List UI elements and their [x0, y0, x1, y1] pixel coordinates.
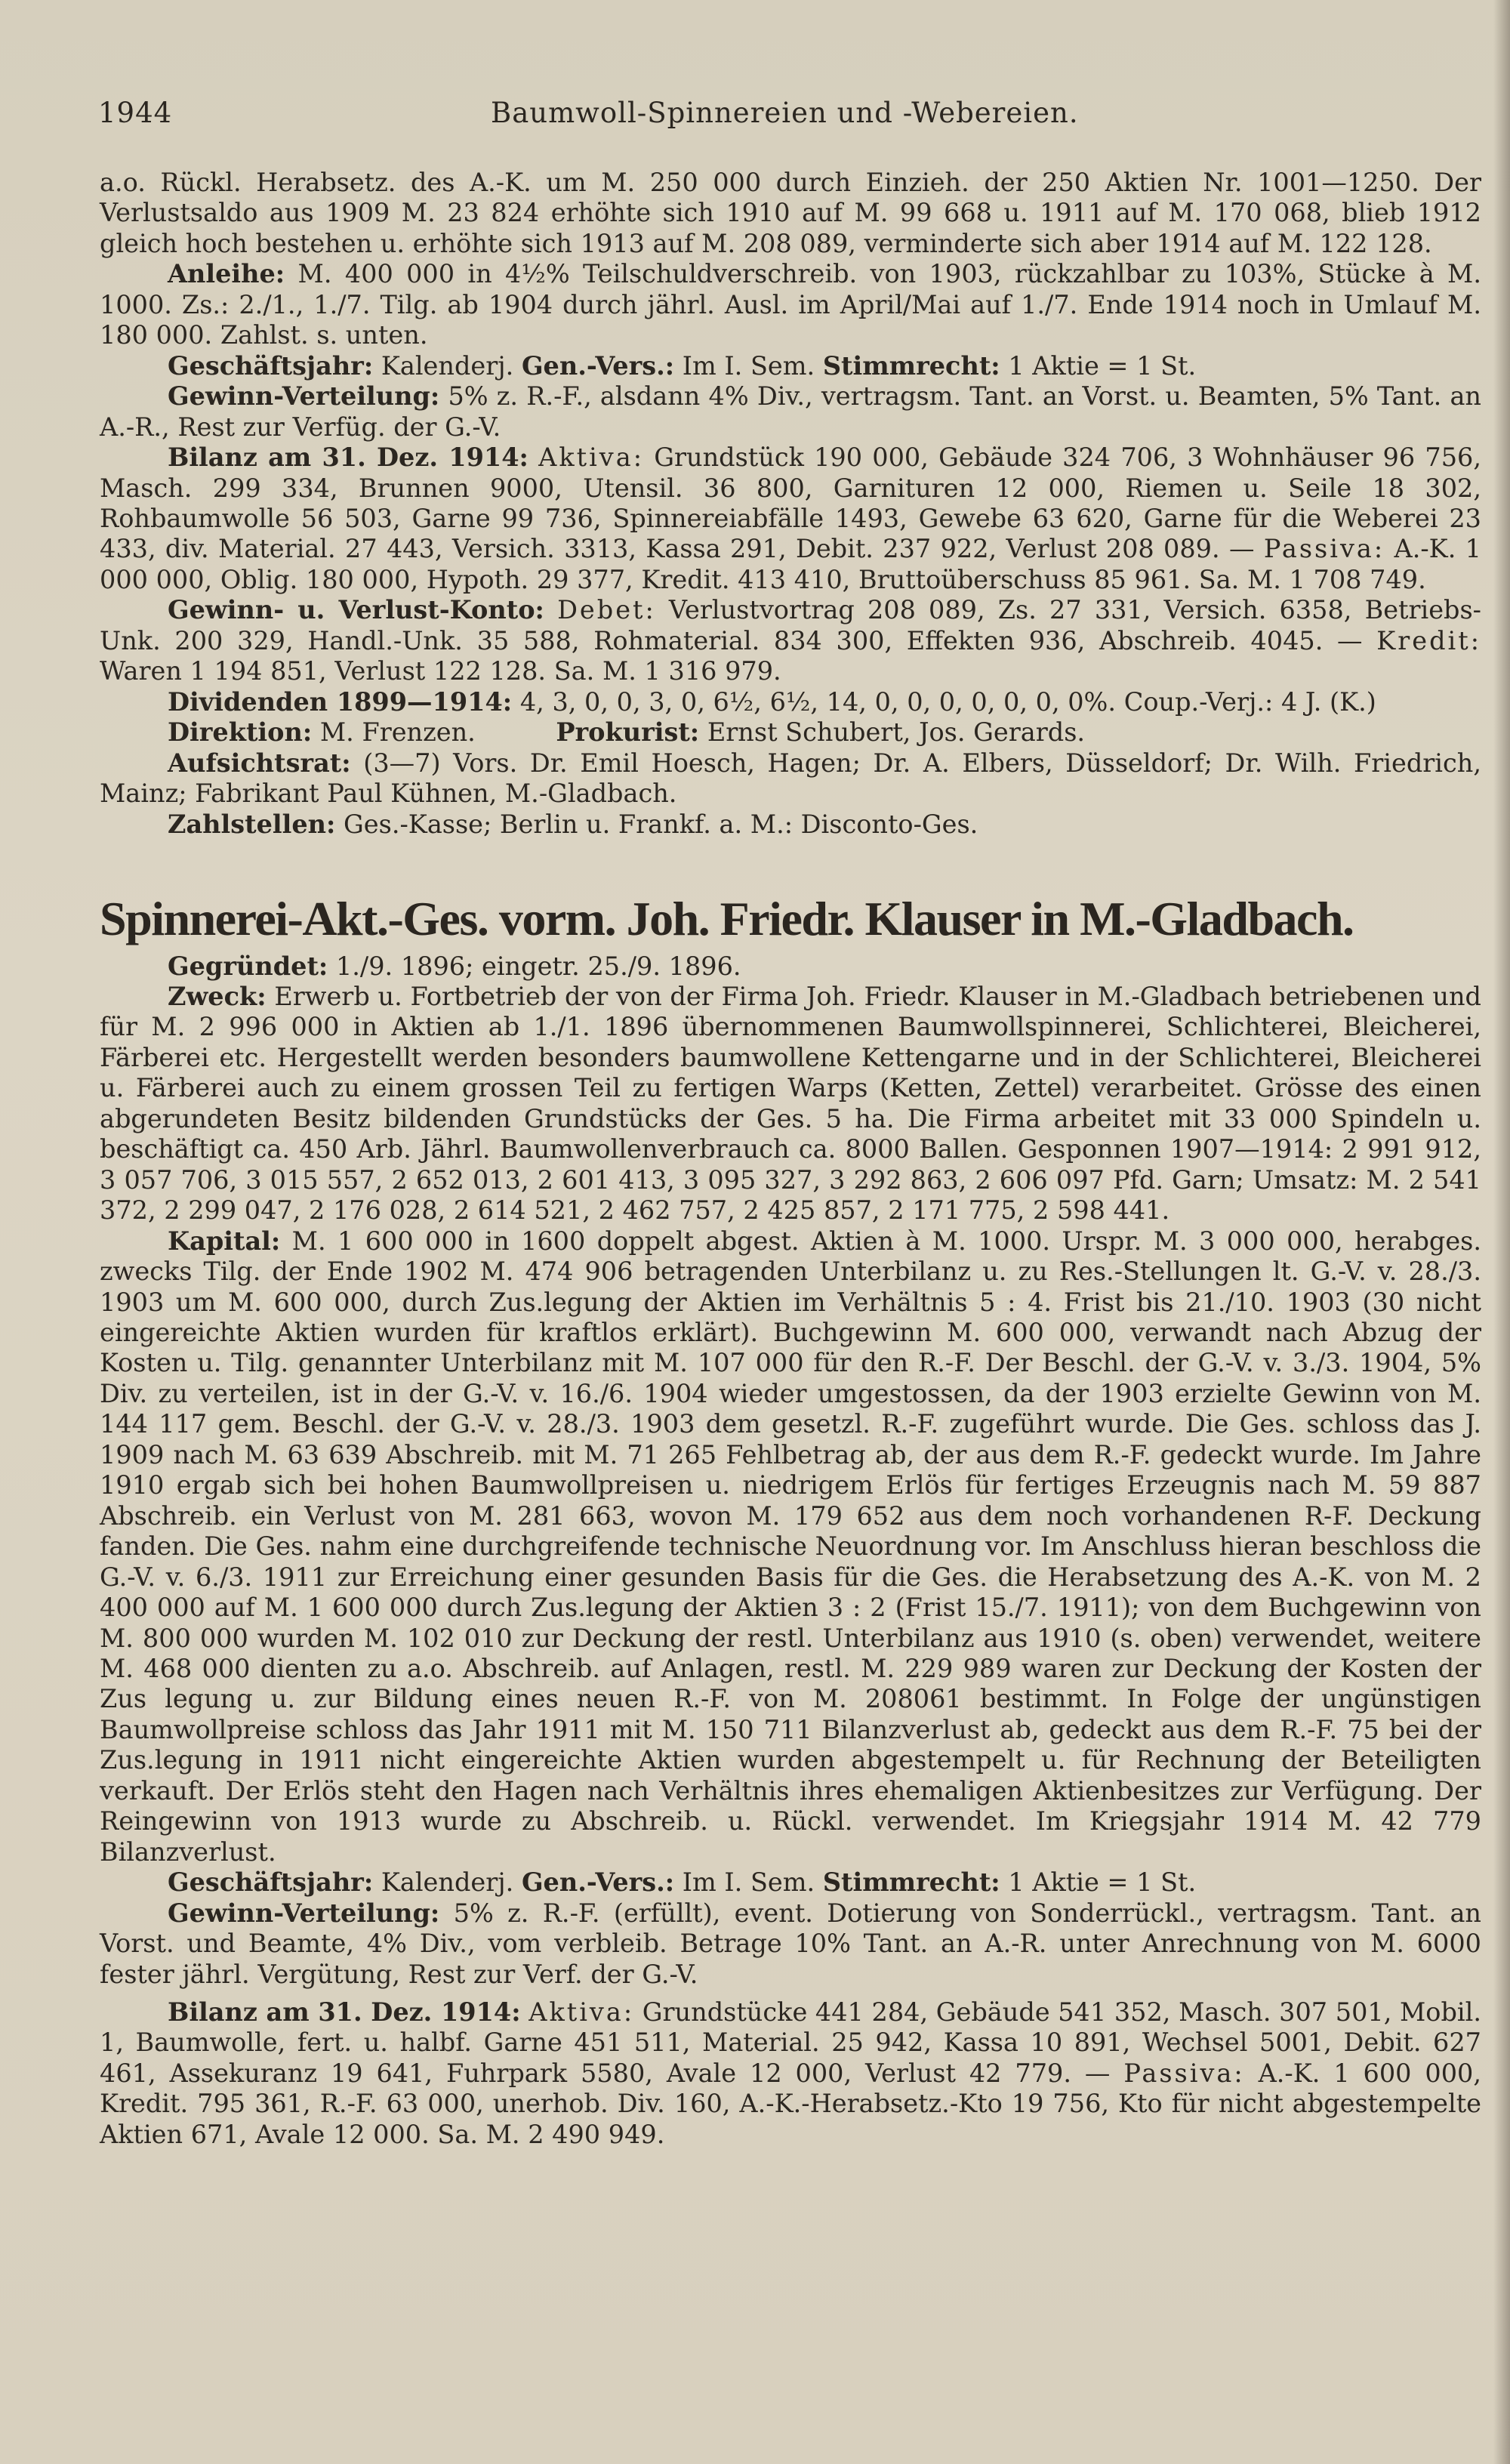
geschaeftsjahr-text: Kalenderj.	[381, 350, 514, 381]
page-number: 1944	[98, 97, 173, 129]
kredit-text: Waren 1 194 851, Verlust 122 128. Sa. M. 1 316 979.	[100, 656, 781, 686]
prokurist-label: Prokurist:	[556, 717, 700, 748]
bilanz-label: Bilanz am 31. Dez. 1914:	[168, 443, 528, 473]
anleihe-label: Anleihe:	[168, 259, 285, 289]
kapital-label: Kapital:	[168, 1226, 281, 1256]
zweck-label: Zweck:	[168, 982, 267, 1012]
geschaeftsjahr-text-2: Kalenderj.	[381, 1867, 514, 1898]
gewinn-verteilung-label-2: Gewinn-Verteilung:	[168, 1898, 440, 1928]
gewinn-verteilung-text: 5% z. R.-F., alsdann 4% Div., vertragsm. Tant. an Vorst. u. Beamten, 5% Tant. an A.-R., Rest zur Verfüg. der G.-V.	[100, 381, 1481, 442]
gen-vers-label: Gen.-Vers.:	[521, 350, 675, 381]
direktion-paragraph	[100, 717, 1481, 748]
gewinn-verteilung-paragraph-2	[100, 1898, 1481, 1990]
aktiva-text-2: Grundstücke 441 284, Gebäude 541 352, Masch. 307 501, Mobil. 1, Baumwolle, fert. u. halbf. Garne 451 511, Material. 25 942, Kassa 10 891, Wechsel 5001, Debit. 627 461, Assekuranz 19 641, Fuhrpark 5580, Avale 12 000, Verlust 42 779. —	[100, 1997, 1481, 2088]
geschaeftsjahr-label-2: Geschäftsjahr:	[168, 1867, 374, 1898]
dividenden-label: Dividenden 1899—1914:	[168, 686, 513, 717]
stimmrecht-text: 1 Aktie = 1 St.	[1008, 350, 1197, 381]
kredit-label: Kredit:	[1376, 625, 1482, 655]
gegruendet-paragraph	[100, 951, 1481, 982]
gen-vers-text-2: Im I. Sem.	[682, 1867, 815, 1898]
stimmrecht-text-2: 1 Aktie = 1 St.	[1008, 1867, 1197, 1898]
stimmrecht-label-2: Stimmrecht:	[822, 1867, 1000, 1898]
intro-paragraph	[100, 168, 1481, 259]
intro-text: a.o. Rückl. Herabsetz. des A.-K. um M. 250 000 durch Einzieh. der 250 Aktien Nr. 1001—1250. Der Verlustsaldo aus 1909 M. 23 824 erhöhte sich 1910 auf M. 99 668 u. 1911 auf M. 170 068, blieb 1912 gleich hoch bestehen u. erhöhte sich 1913 auf M. 208 089, verminderte sich aber 1914 auf M. 122 128.	[100, 168, 1481, 258]
geschaeftsjahr-label: Geschäftsjahr:	[168, 350, 374, 381]
aufsichtsrat-label: Aufsichtsrat:	[168, 748, 351, 778]
page-edge-shadow	[1493, 0, 1510, 2464]
bilanz-label-2: Bilanz am 31. Dez. 1914:	[168, 1997, 521, 2027]
kapital-text: M. 1 600 000 in 1600 doppelt abgest. Aktien à M. 1000. Urspr. M. 3 000 000, herabges. zwecks Tilg. der Ende 1902 M. 474 906 betragenden Unterbilanz u. zu Res.-Stellungen lt. G.-V. v. 28./3. 1903 um M. 600 000, durch Zus.legung der Aktien im Verhältnis 5 : 4. Frist bis 21./10. 1903 (30 nicht eingereichte Aktien wurden für kraftlos erklärt). Buchgewinn M. 600 000, verwandt nach Abzug der Kosten u. Tilg. genannter Unterbilanz mit M. 107 000 für den R.-F. Der Beschl. der G.-V. v. 3./3. 1904, 5% Div. zu verteilen, ist in der G.-V. v. 16./6. 1904 wieder umgestossen, da der 1903 erzielte Gewinn von M. 144 117 gem. Beschl. der G.-V. v. 28./3. 1903 dem gesetzl. R.-F. zugeführt wurde. Die Ges. schloss das J. 1909 nach M. 63 639 Abschreib. mit M. 71 265 Fehlbetrag ab, der aus dem R.-F. gedeckt wurde. Im Jahre 1910 ergab sich bei hohen Baumwollpreisen u. niedrigem Erlös für fertiges Erzeugnis nach M. 59 887 Abschreib. ein Verlust von M. 281 663, wovon M. 179 652 aus dem noch vorhandenen R-F. Deckung fanden. Die Ges. nahm eine durchgreifende technische Neuordnung vor. Im Anschluss hieran beschloss die G.-V. v. 6./3. 1911 zur Erreichung einer gesunden Basis für die Ges. die Herabsetzung des A.-K. von M. 2 400 000 auf M. 1 600 000 durch Zus.legung der Aktien 3 : 2 (Frist 15./7. 1911); von dem Buchgewinn von M. 800 000 wurden M. 102 010 zur Deckung der restl. Unterbilanz aus 1910 (s. oben) verwendet, weitere M. 468 000 dienten zu a.o. Abschreib. auf Anlagen, restl. M. 229 989 waren zur Deckung der Kosten der Zus legung u. zur Bildung eines neuen R.-F. von M. 208061 bestimmt. In Folge der ungünstigen Baumwollpreise schloss das Jahr 1911 mit M. 150 711 Bilanzverlust ab, gedeckt aus dem R.-F. 75 bei der Zus.legung in 1911 nicht eingereichte Aktien wurden abgestempelt u. für Rechnung der Beteiligten verkauft. Der Erlös steht den Hagen nach Verhältnis ihres ehemaligen Aktienbesitzes zur Verfügung. Der Reingewinn von 1913 wurde zu Abschreib. u. Rückl. verwendet. Im Kriegsjahr 1914 M. 42 779 Bilanzverlust.	[100, 1226, 1481, 1867]
debet-label: Debet:	[557, 595, 656, 625]
running-title: Baumwoll-Spinnereien und -Webereien.	[491, 97, 1079, 129]
company-title: Spinnerei-Akt.-Ges. vorm. Joh. Friedr. Klauser in M.-Gladbach.	[100, 891, 1354, 945]
page-content	[100, 168, 1481, 2150]
zahlstellen-paragraph	[100, 810, 1481, 840]
direktion-text: M. Frenzen.	[319, 717, 476, 748]
passiva-label-2: Passiva:	[1123, 2058, 1245, 2088]
spacer	[100, 1990, 1481, 1997]
gegruendet-text: 1./9. 1896; eingetr. 25./9. 1896.	[335, 951, 741, 981]
zweck-text: Erwerb u. Fortbetrieb der von der Firma Joh. Friedr. Klauser in M.-Gladbach betriebenen und für M. 2 996 000 in Aktien ab 1./1. 1896 übernommenen Baumwollspinnerei, Schlichterei, Bleicherei, Färberei etc. Hergestellt werden besonders baumwollene Kettengarne und in der Schlichterei, Bleicherei u. Färberei auch zu einem grossen Teil zu fertigen Warps (Ketten, Zettel) verarbeitet. Grösse des einen abgerundeten Besitz bildenden Grundstücks der Ges. 5 ha. Die Firma arbeitet mit 33 000 Spindeln u. beschäftigt ca. 450 Arb. Jährl. Baumwollenverbrauch ca. 8000 Ballen. Gesponnen 1907—1914: 2 991 912, 3 057 706, 3 015 557, 2 652 013, 2 601 413, 3 095 327, 3 292 863, 2 606 097 Pfd. Garn; Umsatz: M. 2 541 372, 2 299 047, 2 176 028, 2 614 521, 2 462 757, 2 425 857, 2 171 775, 2 598 441.	[100, 982, 1482, 1226]
gewinn-verlust-label: Gewinn- u. Verlust-Konto:	[168, 595, 544, 625]
stimmrecht-label: Stimmrecht:	[822, 350, 1000, 381]
geschaeftsjahr-paragraph-2	[100, 1867, 1481, 1898]
gewinn-verteilung-label: Gewinn-Verteilung:	[168, 381, 440, 412]
anleihe-text: M. 400 000 in 4½% Teilschuldverschreib. von 1903, rückzahlbar zu 103%, Stücke à M. 1000. Zs.: 2./1., 1./7. Tilg. ab 1904 durch jährl. Ausl. im April/Mai auf 1./7. Ende 1914 noch in Umlauf M. 180 000. Zahlst. s. unten.	[100, 259, 1481, 350]
dividenden-text: 4, 3, 0, 0, 3, 0, 6½, 6½, 14, 0, 0, 0, 0, 0, 0, 0%. Coup.-Verj.: 4 J. (K.)	[519, 686, 1376, 717]
passiva-text-2: A.-K. 1 600 000, Kredit. 795 361, R.-F. 63 000, unerhob. Div. 160, A.-K.-Herabsetz.-Kto 19 756, Kto für nicht abgestempelte Aktien 671, Avale 12 000. Sa. M. 2 490 949.	[100, 2058, 1481, 2149]
gen-vers-label-2: Gen.-Vers.:	[521, 1867, 675, 1898]
aktiva-label-2: Aktiva:	[528, 1997, 635, 2027]
zweck-paragraph	[100, 982, 1481, 1226]
passiva-label: Passiva:	[1263, 534, 1385, 564]
debet-text: Verlustvortrag 208 089, Zs. 27 331, Versich. 6358, Betriebs-Unk. 200 329, Handl.-Unk. 35 588, Rohmaterial. 834 300, Effekten 936, Abschreib. 4045. —	[100, 595, 1482, 655]
aufsichtsrat-paragraph	[100, 748, 1481, 810]
aktiva-text: Grundstück 190 000, Gebäude 324 706, 3 Wohnhäuser 96 756, Masch. 299 334, Brunnen 9000, Utensil. 36 800, Garnituren 12 000, Riemen u. Seile 18 302, Rohbaumwolle 56 503, Garne 99 736, Spinnereiabfälle 1493, Gewebe 63 620, Garne für die Weberei 23 433, div. Material. 27 443, Versich. 3313, Kassa 291, Debit. 237 922, Verlust 208 089. —	[100, 443, 1482, 564]
bilanz-paragraph-2	[100, 1997, 1481, 2150]
geschaeftsjahr-paragraph	[100, 351, 1481, 381]
zahlstellen-text: Ges.-Kasse; Berlin u. Frankf. a. M.: Disconto-Ges.	[344, 809, 978, 839]
gewinn-verlust-paragraph	[100, 595, 1481, 686]
kapital-paragraph	[100, 1226, 1481, 1868]
gewinn-verteilung-text-2: 5% z. R.-F. (erfüllt), event. Dotierung von Sonderrückl., vertragsm. Tant. an Vorst. und Beamte, 4% Div., vom verbleib. Betrage 10% Tant. an A.-R. unter Anrechnung von M. 6000 fester jährl. Vergütung, Rest zur Verf. der G.-V.	[100, 1898, 1481, 1989]
bilanz-paragraph	[100, 443, 1481, 595]
passiva-text: A.-K. 1 000 000, Oblig. 180 000, Hypoth. 29 377, Kredit. 413 410, Bruttoüberschuss 85 961. Sa. M. 1 708 749.	[100, 534, 1481, 594]
aufsichtsrat-text: (3—7) Vors. Dr. Emil Hoesch, Hagen; Dr. A. Elbers, Düsseldorf; Dr. Wilh. Friedrich, Mainz; Fabrikant Paul Kühnen, M.-Gladbach.	[100, 748, 1481, 809]
gen-vers-text: Im I. Sem.	[682, 350, 815, 381]
aktiva-label: Aktiva:	[538, 443, 644, 473]
zahlstellen-label: Zahlstellen:	[168, 809, 336, 839]
gewinn-verteilung-paragraph	[100, 381, 1481, 443]
direktion-label: Direktion:	[168, 717, 313, 748]
anleihe-paragraph	[100, 259, 1481, 350]
prokurist-text: Ernst Schubert, Jos. Gerards.	[707, 717, 1086, 748]
dividenden-paragraph	[100, 687, 1481, 717]
gegruendet-label: Gegründet:	[168, 951, 328, 981]
